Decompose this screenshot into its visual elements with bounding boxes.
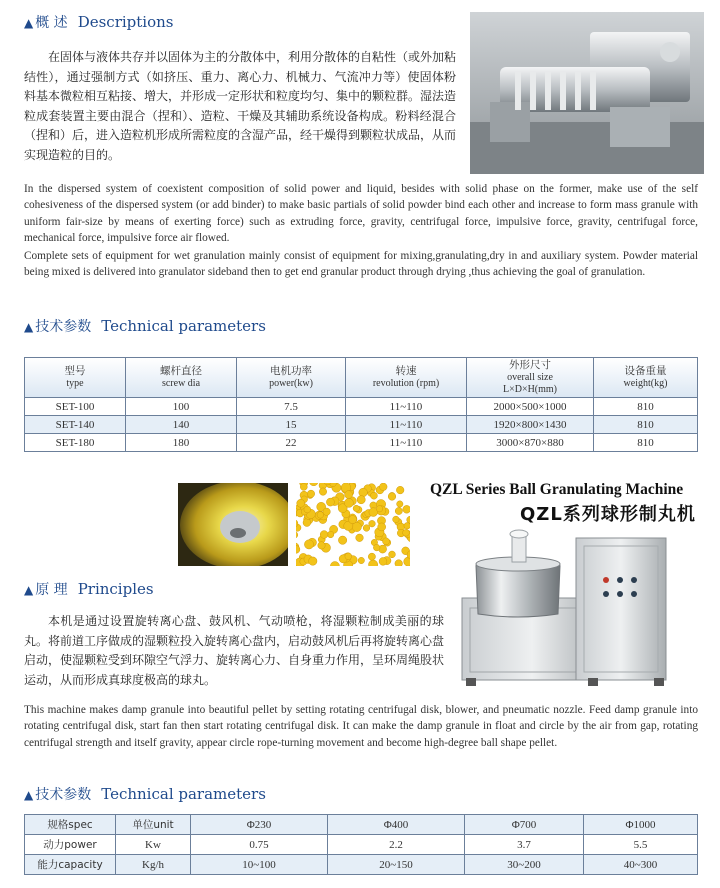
header-cell: 螺杆直径 screw dia (126, 358, 237, 398)
table-row: SET-100 100 7.5 11~110 2000×500×1000 810 (25, 398, 698, 416)
header-cell: 转速 revolution (rpm) (346, 358, 467, 398)
header-cell: 电机功率 power(kw) (237, 358, 346, 398)
pellet (370, 492, 377, 499)
pellet (317, 512, 324, 519)
descriptions-en-text-2: Complete sets of equipment for wet granulation mainly consist of equipment for mixing,granulating,dry in and auxiliary system. Powder material being mixed is delivered into granulator sideband then to get end granular product through drying ,thus achieving the goal of granulation. (24, 250, 698, 279)
pellet (357, 496, 365, 504)
triangle-bullet-icon: ▲ (24, 16, 34, 30)
table-row: 能力capacity Kg/h 10~100 20~150 30~200 40~300 (25, 855, 698, 875)
table-row: 动力power Kw 0.75 2.2 3.7 5.5 (25, 835, 698, 855)
pellet (368, 553, 375, 560)
table-row: SET-140 140 15 11~110 1920×800×1430 810 (25, 416, 698, 434)
pellet (383, 538, 390, 545)
pellet (304, 540, 313, 549)
tech-params-1-table (24, 357, 698, 452)
pellet (300, 483, 307, 490)
pellet (303, 519, 311, 527)
pellet (379, 558, 387, 566)
pellet (320, 531, 328, 539)
pellet (323, 508, 330, 515)
pellet (403, 529, 410, 536)
principles-en-text: This machine makes damp granule into beautiful pellet by setting rotating centrifugal disk, blower, and pneumatic nozzle. Feed damp granule into rotating centrifugal disk, start fan then start rotating centrifugal disk. It can make the damp granule in float and circle by the air from gap, rotating centrifugal strength and itself gravity, appear circle rope-turning movement and become high-degree ball shape pellet. (24, 704, 698, 749)
pellet (397, 501, 403, 507)
pellet (378, 523, 386, 531)
pellet (349, 516, 357, 524)
pellet (353, 505, 359, 511)
pellet (396, 486, 404, 494)
descriptions-en-text-1: In the dispersed system of coexistent composition of solid power and liquid, besides with solid phase on the former, make use of the self cohesiveness of the dispersed system (or add binder) to make basic partials of solid powder bind each other and increase to form mass granule with uniform fair-size by means of exerting force) such as extruding force, gravity, centrifugal force, impulsive force, gravity, centrifugal force, mechanical force, impulsive force air flowed. (24, 183, 698, 245)
centrifugal-disk-photo (178, 483, 288, 566)
extrusion-granulator-photo (470, 12, 704, 174)
pellet (297, 499, 305, 507)
pellet (389, 551, 396, 558)
table-header-row (25, 358, 698, 398)
pellet (356, 534, 364, 542)
table-header-row: 规格spec 单位unit Φ230 Φ400 Φ700 Φ1000 (25, 815, 698, 835)
descriptions-title: ▲ 概 述 Descriptions (24, 13, 174, 31)
pellet (327, 531, 334, 538)
header-cell: 外形尺寸 overall size L×D×H(mm) (467, 358, 594, 398)
principles-title: ▲ 原 理 Principles (24, 580, 154, 598)
pellet (380, 483, 388, 491)
pellet (345, 491, 353, 499)
pellet (395, 507, 402, 514)
triangle-bullet-icon: ▲ (24, 583, 34, 597)
pellet (344, 498, 353, 507)
pellet (307, 490, 314, 497)
triangle-bullet-icon: ▲ (24, 788, 34, 802)
pellet (326, 498, 334, 506)
tech-params-2-title: ▲ 技术参数 Technical parameters (24, 785, 266, 803)
pellet (345, 553, 352, 560)
descriptions-cn-text: 在固体与液体共存并以固体为主的分散体中，利用分散体的自粘性（或外加粘结性），通过强制方式（如挤压、重力、离心力、机械力、气流冲力等）使固体粉料基本微粒相互粘接、增大，并形成一定形状和粒度均匀、集中的颗粒群。湿法造粒成套装置主要由混合（捏和）、造粒、干燥及其辅助系统设备构成。粉料经混合（捏和）后，进入造粒机形成所需粒度的含湿产品，经干燥得到颗粒状成品，从而实现造粒的目的。 (24, 50, 457, 162)
yellow-pellets-photo (296, 483, 410, 566)
header-cell: 设备重量 weight(kg) (594, 358, 698, 398)
pellet (318, 542, 325, 549)
header-cell: 型号 type (25, 358, 126, 398)
product-title-cn: QZL系列球形制丸机 (520, 504, 696, 525)
pellet (304, 506, 311, 513)
pellet (393, 516, 400, 523)
pellet (363, 525, 370, 532)
principles-cn-text: 本机是通过设置旋转离心盘、鼓风机、气动喷枪，将湿颗粒制成美丽的球丸。将前道工序做成的湿颗粒投入旋转离心盘内，启动鼓风机后再将旋转离心盘启动，使湿颗粒受到环隙空气浮力、旋转离心力、自身重力作用，呈环周绳股状运动，从而形成真球度极高的球丸。 (24, 614, 445, 687)
table-row: SET-180 180 22 11~110 3000×870×880 810 (25, 434, 698, 452)
pellet (388, 493, 396, 501)
pellet (338, 536, 346, 544)
pellet (358, 557, 364, 563)
pellet (404, 523, 410, 530)
ball-granulating-machine-photo (458, 528, 706, 692)
pellet (403, 505, 410, 513)
pellet (376, 506, 382, 512)
pellet (369, 520, 376, 527)
product-title-en: QZL Series Ball Granulating Machine (430, 481, 684, 498)
pellet (309, 557, 317, 565)
tech-params-1-title: ▲ 技术参数 Technical parameters (24, 317, 266, 335)
pellet (319, 488, 326, 495)
pellet (373, 544, 380, 551)
pellet (395, 560, 403, 566)
tech-params-2-table (24, 814, 698, 875)
triangle-bullet-icon: ▲ (24, 320, 34, 334)
